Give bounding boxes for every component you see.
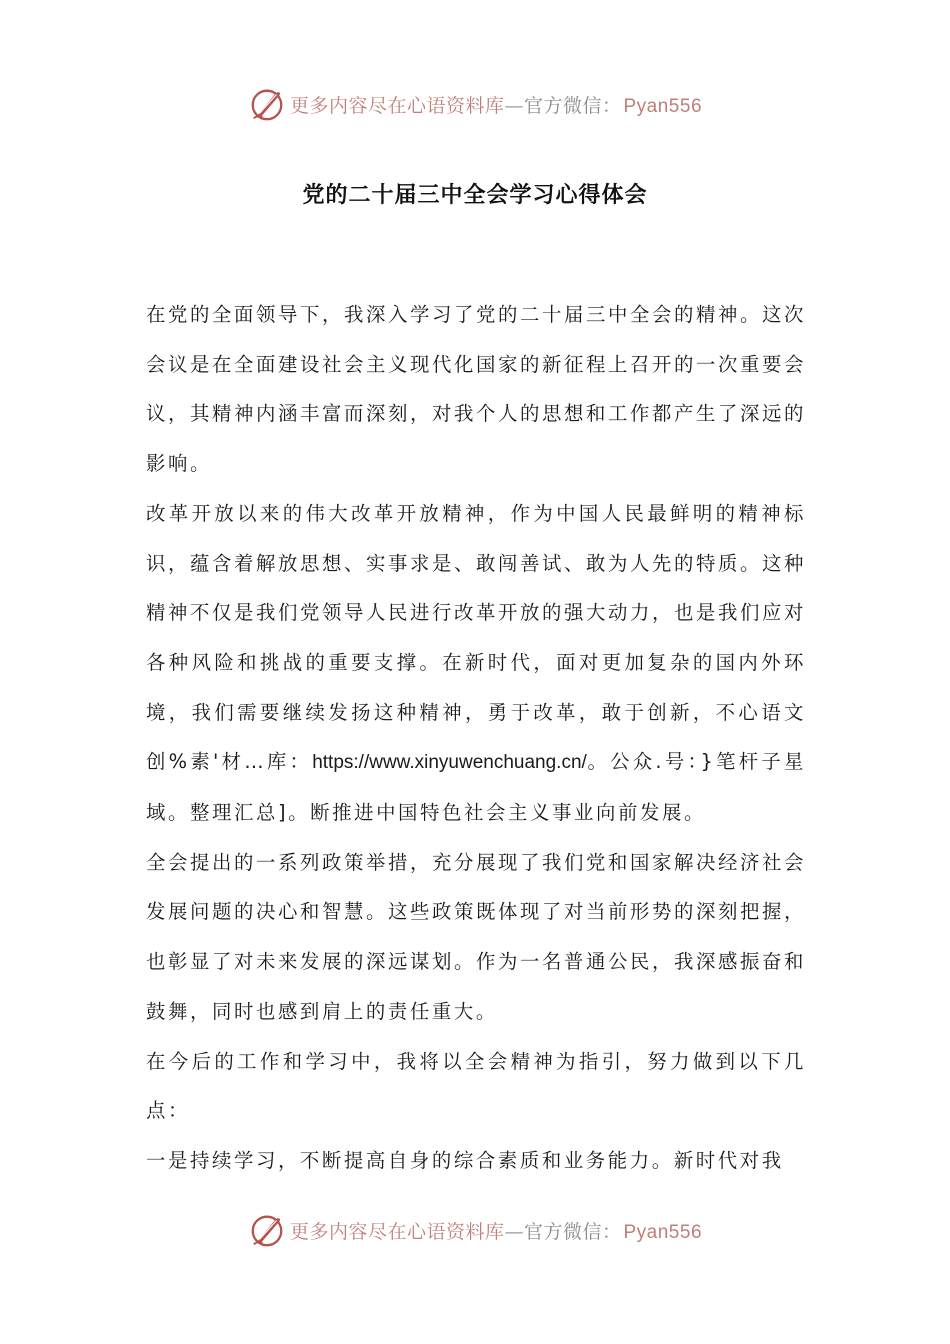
footer-watermark-banner <box>0 1208 950 1252</box>
paragraph-2-text-after: 。公众.号：}笔杆子星域。整理汇总]。断推进中国特色社会主义事业向前发展。 <box>146 750 806 825</box>
paragraph-4: 在今后的工作和学习中，我将以全会精神为指引，努力做到以下几点： <box>146 1049 806 1123</box>
paragraph-1: 在党的全面领导下，我深入学习了党的二十届三中全会的精神。这次会议是在全面建设社会主义现代化国家的新征程上召开的一次重要会议，其精神内涵丰富而深刻，对我个人的思想和工作都产生了深远的影响。 <box>146 303 806 476</box>
header-watermark-banner <box>0 82 950 126</box>
banner-dash: — <box>504 94 524 117</box>
banner-brand-text: 更多内容尽在心语资料库 <box>289 1220 505 1243</box>
document-body <box>146 290 806 1186</box>
paragraph-2-text-before: 改革开放以来的伟大改革开放精神，作为中国人民最鲜明的精神标识，蕴含着解放思想、实事求是、敢闯善试、敢为人先的特质。这种精神不仅是我们党领导人民进行改革开放的强大动力，也是我们应对各种风险和挑战的重要支撑。在新时代，面对更加复杂的国内外环境，我们需要继续发扬这种精神，勇于改革，敢于创新，不心语文创%素'材…库： <box>146 501 806 774</box>
banner-text <box>290 1217 702 1244</box>
banner-wechat-label: 官方微信： <box>523 1220 622 1243</box>
quill-pen-logo-icon <box>248 1211 286 1249</box>
banner-text <box>290 91 702 118</box>
document-title: 党的二十届三中全会学习心得体会 <box>302 183 648 208</box>
banner-wechat-label: 官方微信： <box>523 94 622 117</box>
banner-wechat-id: Pyan556 <box>623 1221 703 1243</box>
paragraph-5: 一是持续学习，不断提高自身的综合素质和业务能力。新时代对我 <box>146 1148 784 1172</box>
banner-brand-text: 更多内容尽在心语资料库 <box>289 94 505 117</box>
paragraph-3: 全会提出的一系列政策举措，充分展现了我们党和国家解决经济社会发展问题的决心和智慧。这些政策既体现了对当前形势的深刻把握，也彰显了对未来发展的深远谋划。作为一名普通公民，我深感振奋和鼓舞，同时也感到肩上的责任重大。 <box>146 850 806 1023</box>
banner-wechat-id: Pyan556 <box>623 95 703 117</box>
quill-pen-logo-icon <box>248 85 286 123</box>
paragraph-2 <box>146 489 806 838</box>
banner-dash: — <box>504 1220 524 1243</box>
source-url-text: https://www.xinyuwenchuang.cn/ <box>312 752 587 774</box>
